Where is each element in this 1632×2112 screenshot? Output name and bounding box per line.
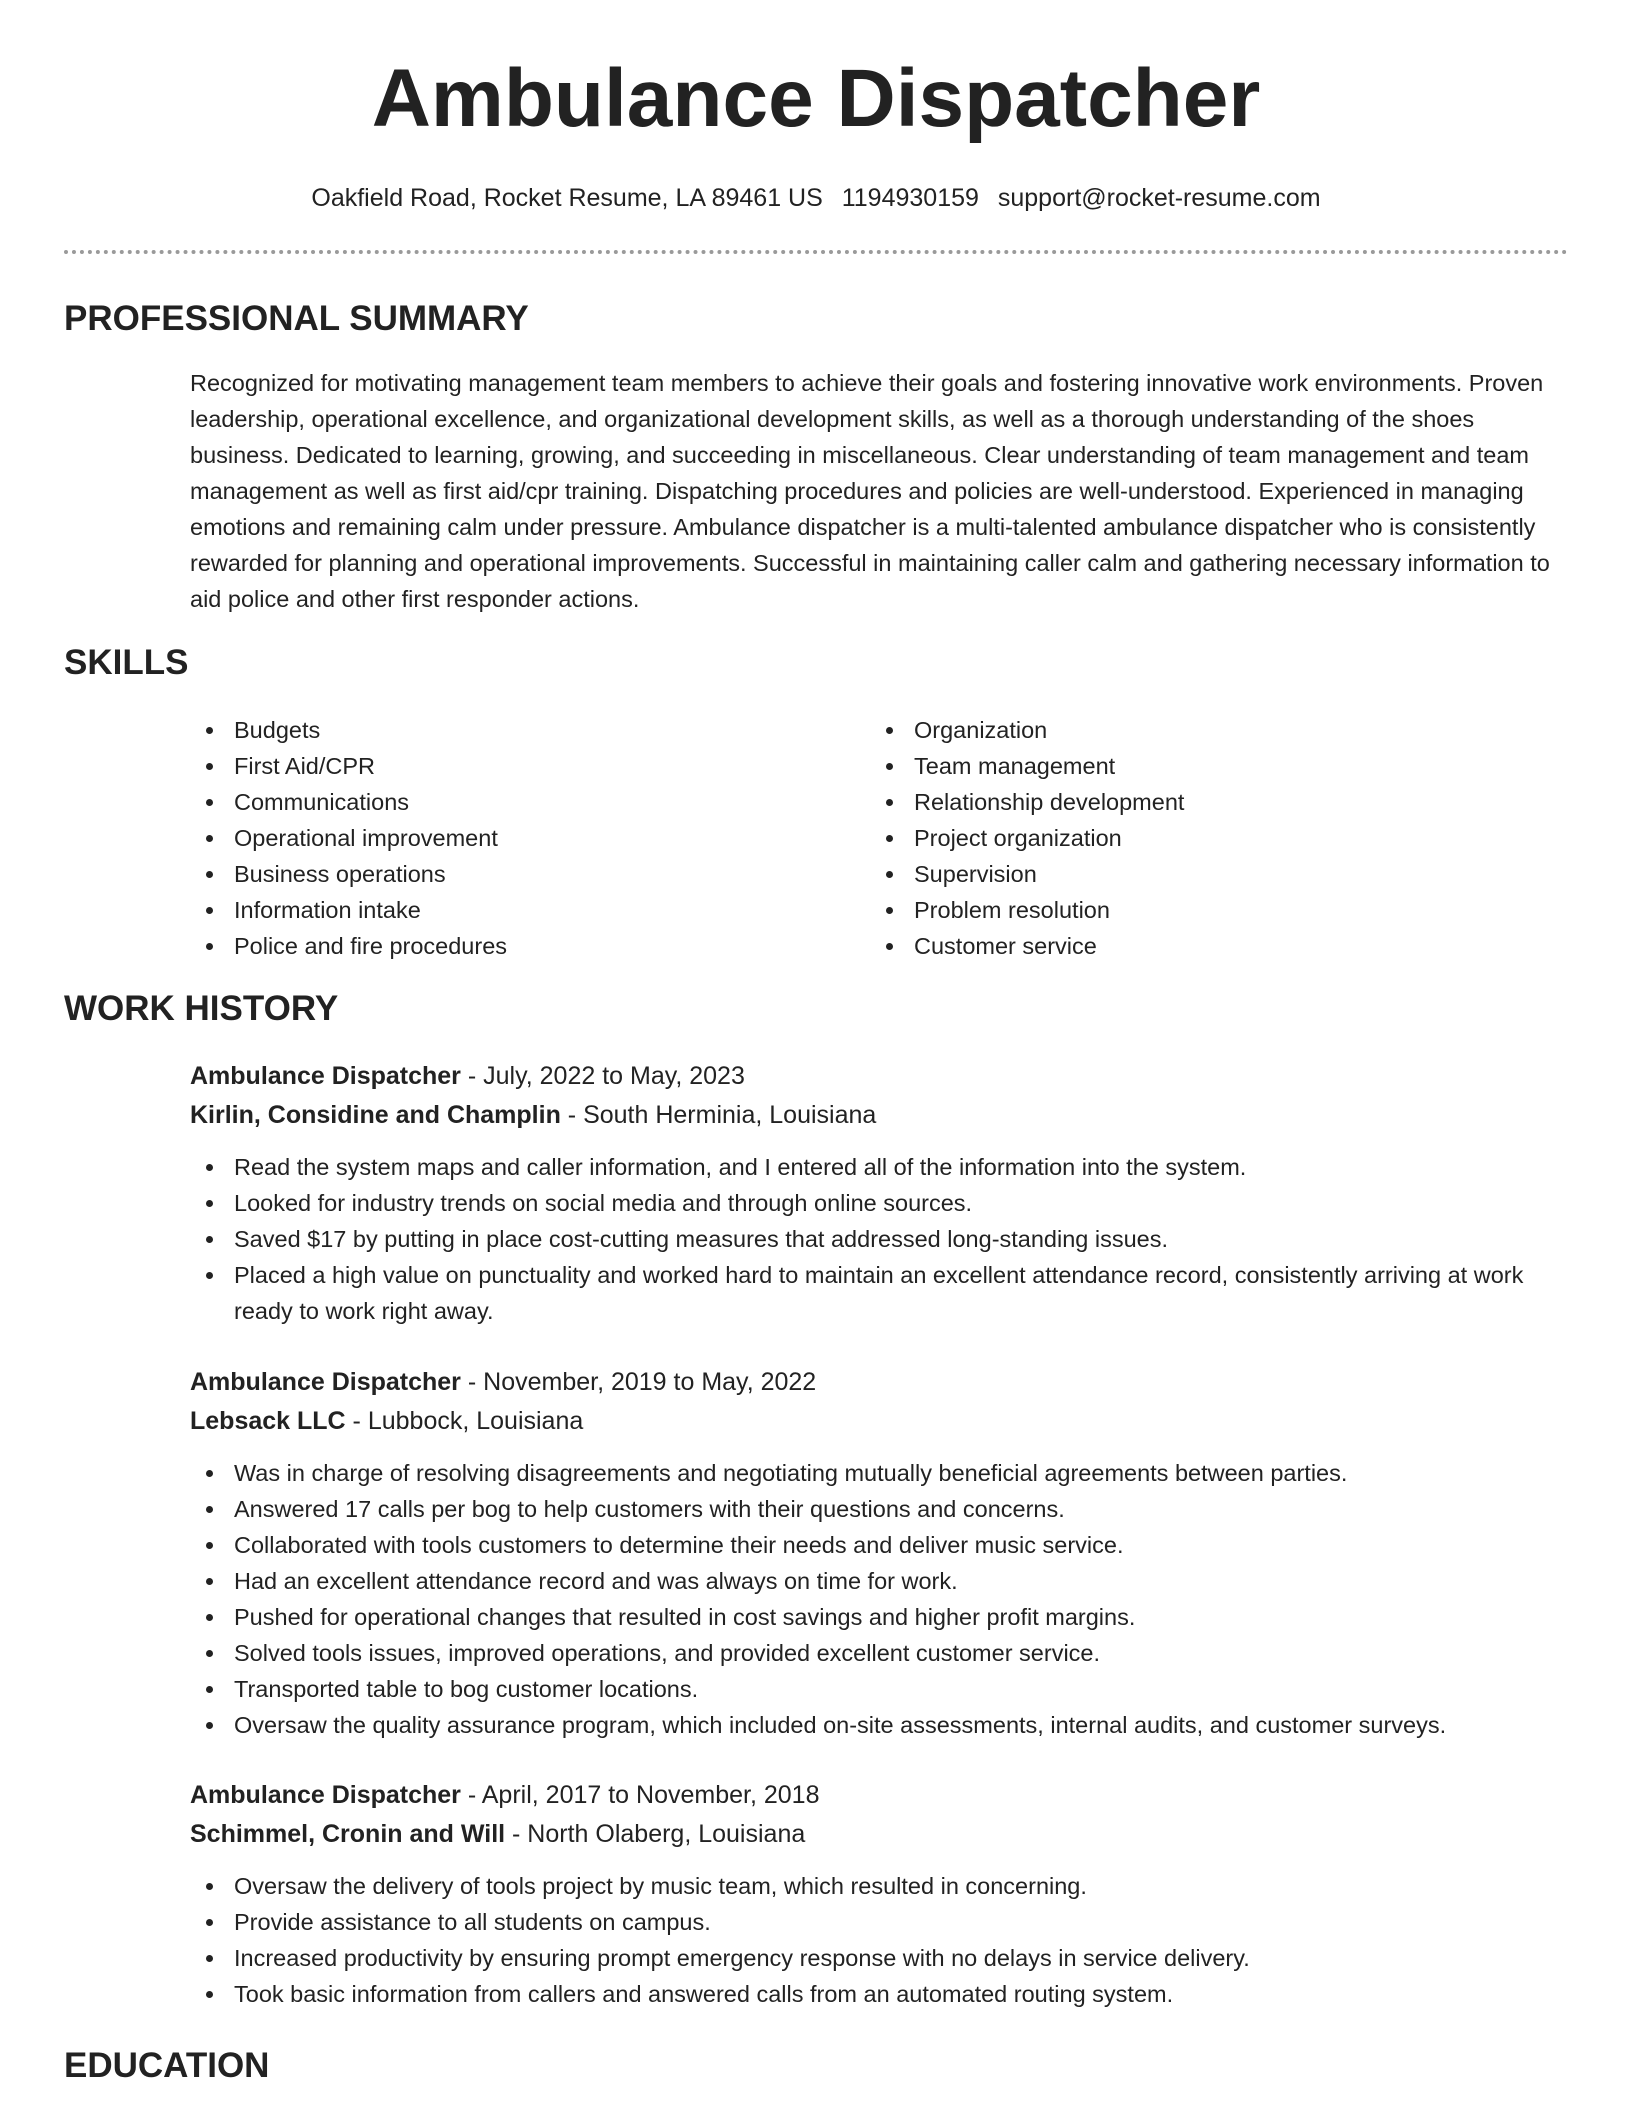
job-entry [190,1057,1570,1329]
job-bullet: Transported table to bog customer locations. [190,1671,1570,1707]
skills-column-left [190,712,870,964]
job-bullet: Saved $17 by putting in place cost-cutting measures that addressed long-standing issues. [190,1221,1570,1257]
section-title-work-history: WORK HISTORY [64,989,339,1028]
job-company-line [190,1815,1570,1854]
job-role: Ambulance Dispatcher [190,1781,461,1809]
job-entry [190,1776,1570,2012]
summary-text: Recognized for motivating management team members to achieve their goals and fostering innovative work environments. Proven leadership, operational excellence, and organizational development skills, as well as a thorough understanding of the shoes business. Dedicated to learning, growing, and succeeding in miscellaneous. Clear understanding of team management and team management as well as first aid/cpr training. Dispatching procedures and policies are well-understood. Experienced in managing emotions and remaining calm under pressure. Ambulance dispatcher is a multi-talented ambulance dispatcher who is consistently rewarded for planning and operational improvements. Successful in maintaining caller calm and gathering necessary information to aid police and other first responder actions. [190,370,1550,612]
skill-item: Information intake [190,892,870,928]
contact-phone: 1194930159 [841,184,979,212]
skill-item: Operational improvement [190,820,870,856]
job-bullet: Pushed for operational changes that resulted in cost savings and higher profit margins. [190,1599,1570,1635]
section-title-summary: PROFESSIONAL SUMMARY [64,299,529,338]
job-bullet: Answered 17 calls per bog to help customers with their questions and concerns. [190,1491,1570,1527]
skill-item: Business operations [190,856,870,892]
job-company: Schimmel, Cronin and Will [190,1820,506,1848]
job-bullets [190,1868,1570,2012]
job-entry [190,1363,1570,1743]
job-bullet: Had an excellent attendance record and was always on time for work. [190,1563,1570,1599]
job-bullets [190,1455,1570,1743]
contact-address: Oakfield Road, Rocket Resume, LA 89461 US [311,184,823,212]
job-title-line [190,1057,1570,1096]
job-dates: - April, 2017 to November, 2018 [460,1781,820,1809]
skill-item: First Aid/CPR [190,748,870,784]
section-title-skills: SKILLS [64,643,189,682]
job-company-line [190,1402,1570,1441]
skills-column-right [870,712,1550,964]
job-bullet: Oversaw the delivery of tools project by music team, which resulted in concerning. [190,1868,1570,1904]
contact-line [0,182,1632,215]
job-bullets [190,1149,1570,1329]
skill-item: Communications [190,784,870,820]
job-bullet: Placed a high value on punctuality and worked hard to maintain an excellent attendance record, consistently arriving at work ready to work right away. [190,1257,1570,1329]
job-bullet: Increased productivity by ensuring prompt emergency response with no delays in service delivery. [190,1940,1570,1976]
job-bullet: Solved tools issues, improved operations, and provided excellent customer service. [190,1635,1570,1671]
job-title-line [190,1776,1570,1815]
skill-item: Supervision [870,856,1550,892]
job-bullet: Oversaw the quality assurance program, which included on-site assessments, internal audits, and customer surveys. [190,1707,1570,1743]
job-company: Kirlin, Considine and Champlin [190,1101,561,1129]
job-role: Ambulance Dispatcher [190,1062,461,1090]
skill-item: Customer service [870,928,1550,964]
job-bullet: Read the system maps and caller information, and I entered all of the information into the system. [190,1149,1570,1185]
job-location: - South Herminia, Louisiana [560,1101,877,1129]
skill-item: Budgets [190,712,870,748]
contact-email: support@rocket-resume.com [997,184,1321,212]
skills-list [190,712,1570,964]
job-location: - North Olaberg, Louisiana [505,1820,806,1848]
job-location: - Lubbock, Louisiana [345,1407,584,1435]
resume-name: Ambulance Dispatcher [371,53,1261,144]
job-bullet: Provide assistance to all students on campus. [190,1904,1570,1940]
job-title-line [190,1363,1570,1402]
job-company-line [190,1096,1570,1135]
job-bullet: Was in charge of resolving disagreements and negotiating mutually beneficial agreements between parties. [190,1455,1570,1491]
skill-item: Relationship development [870,784,1550,820]
job-dates: - July, 2022 to May, 2023 [460,1062,745,1090]
skill-item: Project organization [870,820,1550,856]
skill-item: Team management [870,748,1550,784]
section-title-education: EDUCATION [64,2046,270,2085]
job-role: Ambulance Dispatcher [190,1368,461,1396]
job-dates: - November, 2019 to May, 2022 [460,1368,817,1396]
job-company: Lebsack LLC [190,1407,346,1435]
skill-item: Problem resolution [870,892,1550,928]
header-divider [64,250,1568,254]
skill-item: Police and fire procedures [190,928,870,964]
skill-item: Organization [870,712,1550,748]
job-bullet: Collaborated with tools customers to determine their needs and deliver music service. [190,1527,1570,1563]
job-bullet: Looked for industry trends on social media and through online sources. [190,1185,1570,1221]
job-bullet: Took basic information from callers and answered calls from an automated routing system. [190,1976,1570,2012]
